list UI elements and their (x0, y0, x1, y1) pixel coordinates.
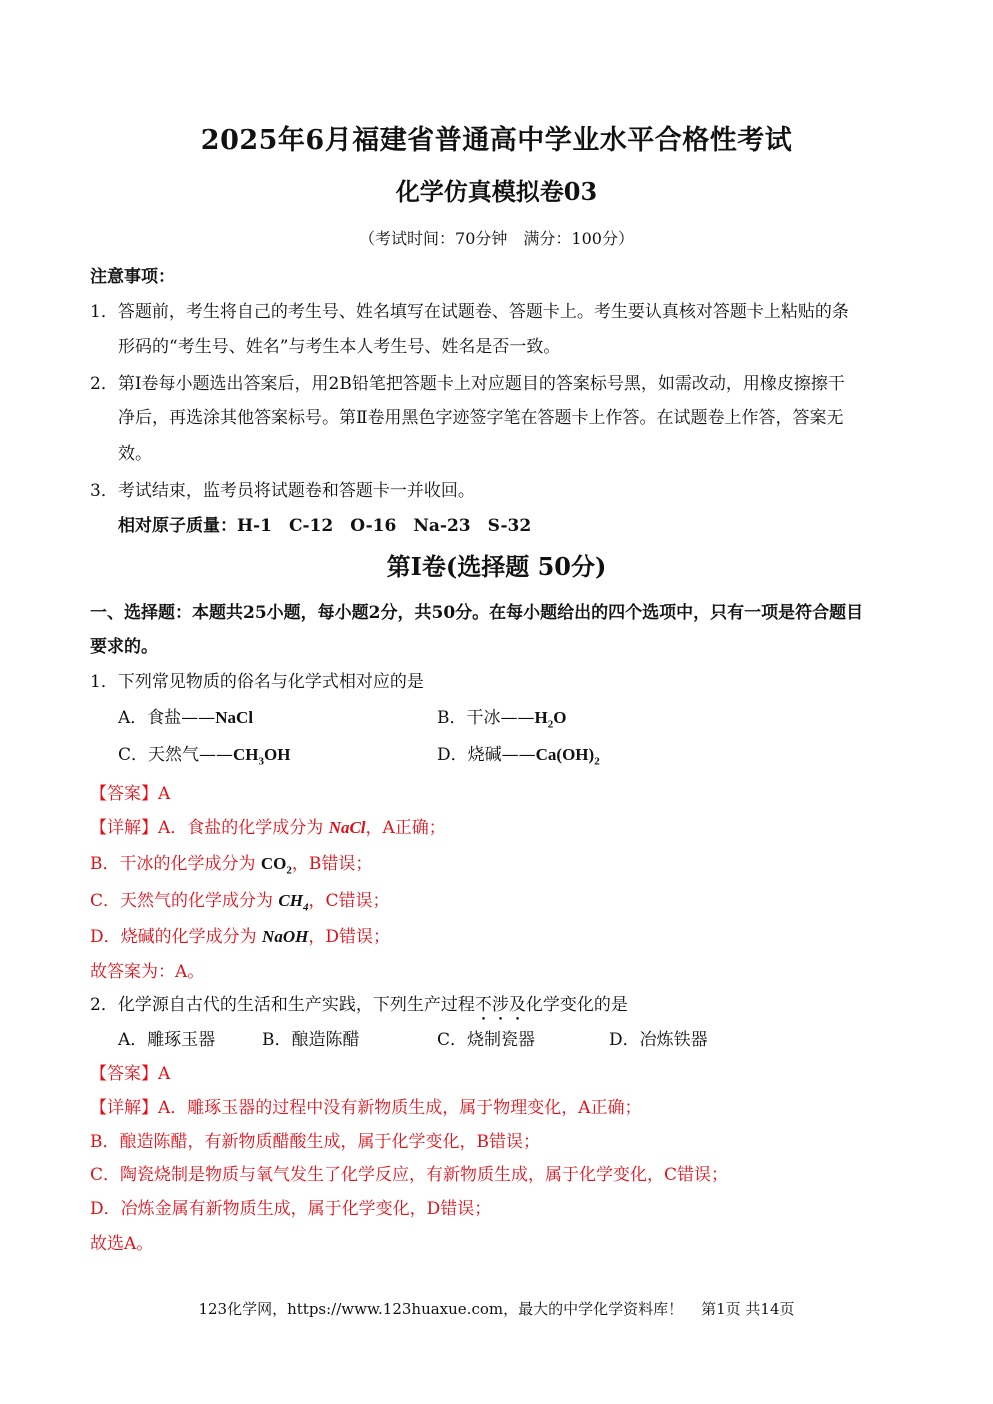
section-instruction: 要求的。 (90, 637, 158, 657)
q1-detail-a: 【详解】A．食盐的化学成分为 NaCl，A正确； (90, 818, 446, 838)
q1-option-d: D．烧碱$——Ca(OH)_2$ (437, 745, 600, 768)
page-number: 第1页 共14页 (701, 1300, 795, 1318)
q2-option-a: A．雕琢玉器 (118, 1030, 216, 1050)
document-title: 2025年6月福建省普通高中学业水平合格性考试 (200, 125, 793, 156)
q1-option-a: A．食盐——NaCl (118, 708, 254, 728)
question-1-stem: 1．下列常见物质的俗名与化学式相对应的是 (90, 672, 424, 692)
q1-answer: 【答案】A (90, 784, 171, 804)
q2-conclusion: 故选A。 (90, 1234, 154, 1254)
q2-option-b: B．酿造陈醋 (262, 1030, 360, 1050)
note-item: 1．答题前，考生将自己的考生号、姓名填写在试题卷、答题卡上。考生要认真核对答题卡上粘贴的条 (90, 302, 849, 322)
notes-heading: 注意事项： (90, 267, 175, 287)
question-2-stem: 2．化学源自古代的生活和生产实践，下列生产过程不涉及化学变化的是 (90, 995, 628, 1015)
footer-site: 123化学网，https://www.123huaxue.com，最大的中学化学资料库！ (198, 1300, 684, 1318)
q1-detail-c: C．天然气的化学成分为 $CH_4$，C错误； (90, 891, 390, 914)
note-item: 3．考试结束，监考员将试题卷和答题卡一并收回。 (90, 481, 475, 501)
note-item: 形码的“考生号、姓名”与考生本人考生号、姓名是否一致。 (118, 337, 561, 357)
q1-detail-d: D．烧碱的化学成分为 NaOH，D错误； (90, 927, 390, 947)
page-footer (0, 1298, 993, 1319)
note-item: 净后，再选涂其他答案标号。第Ⅱ卷用黑色字迹签字笔在答题卡上作答。在试题卷上作答，答案无 (118, 408, 844, 428)
q1-conclusion: 故答案为：A。 (90, 962, 205, 982)
q2-detail-a: 【详解】A．雕琢玉器的过程中没有新物质生成，属于物理变化，A正确； (90, 1098, 642, 1118)
section-title: 第Ⅰ卷(选择题 50分) (386, 552, 607, 581)
q2-answer: 【答案】A (90, 1064, 171, 1084)
note-item: 2．第Ⅰ卷每小题选出答案后，用2B铅笔把答题卡上对应题目的答案标号黑，如需改动，用橡皮擦擦干 (90, 374, 845, 394)
q1-option-c: C．天然气$——CH_3OH$ (118, 745, 291, 768)
atomic-mass-line: 相对原子质量：H-1 C-12 O-16 Na-23 S-32 (118, 516, 532, 536)
q2-option-d: D．冶炼铁器 (609, 1030, 708, 1050)
q2-detail-c: C．陶瓷烧制是物质与氧气发生了化学反应，有新物质生成，属于化学变化，C错误； (90, 1165, 729, 1185)
note-item: 效。 (118, 444, 152, 464)
q2-detail-b: B．酿造陈醋，有新物质醋酸生成，属于化学变化，B错误； (90, 1132, 540, 1152)
section-instruction: 一、选择题：本题共25小题，每小题2分，共50分。在每小题给出的四个选项中，只有一项是符合题目 (90, 603, 864, 623)
q1-detail-b: B．干冰的化学成分为 $CO_2$，B错误； (90, 854, 373, 877)
q1-option-b: B．干冰$——H_2O$ (437, 708, 567, 731)
emphasis-text: 不涉及 (474, 995, 526, 1015)
exam-info: （考试时间：70分钟 满分：100分） (359, 229, 634, 248)
document-subtitle: 化学仿真模拟卷03 (395, 177, 598, 206)
q2-option-c: C．烧制瓷器 (437, 1030, 536, 1050)
q2-detail-d: D．冶炼金属有新物质生成，属于化学变化，D错误； (90, 1199, 492, 1219)
